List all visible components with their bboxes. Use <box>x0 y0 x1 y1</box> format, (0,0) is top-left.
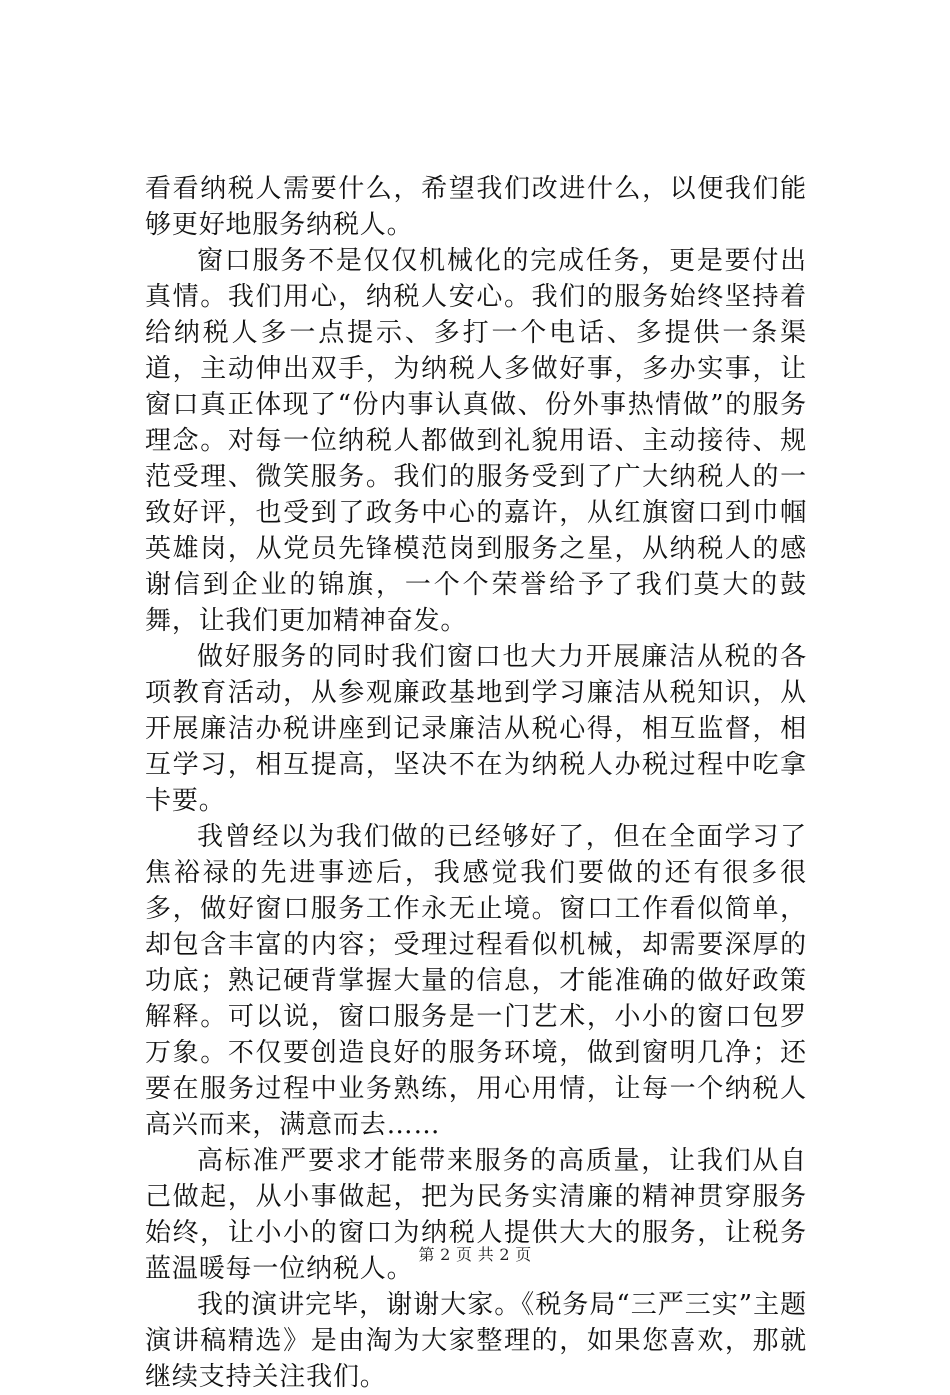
paragraph-window-service: 窗口服务不是仅仅机械化的完成任务，更是要付出真情。我们用心，纳税人安心。我们的服务始终坚持着给纳税人多一点提示、多打一个电话、多提供一条渠道，主动伸出双手，为纳税人多做好事，多办实事，让窗口真正体现了“份内事认真做、份外事热情做”的服务理念。对每一位纳税人都做到礼貌用语、主动接待、规范受理、微笑服务。我们的服务受到了广大纳税人的一致好评，也受到了政务中心的嘉许，从红旗窗口到巾帼英雄岗，从党员先锋模范岗到服务之星，从纳税人的感谢信到企业的锦旗，一个个荣誉给予了我们莫大的鼓舞，让我们更加精神奋发。 <box>145 246 807 636</box>
paragraph-continuation: 看看纳税人需要什么，希望我们改进什么，以便我们能够更好地服务纳税人。 <box>145 174 807 240</box>
paragraph-high-standards: 高标准严要求才能带来服务的高质量，让我们从自己做起，从小事做起，把为民务实清廉的精神贯穿服务始终，让小小的窗口为纳税人提供大大的服务，让税务蓝温暖每一位纳税人。 <box>145 1146 807 1284</box>
paragraph-closing: 我的演讲完毕，谢谢大家。《税务局“三严三实”主题演讲稿精选》是由淘为大家整理的，如果您喜欢，那就继续支持关注我们。 <box>145 1290 808 1392</box>
document-body <box>145 171 807 1395</box>
paragraph-integrity-education: 做好服务的同时我们窗口也大力开展廉洁从税的各项教育活动，从参观廉政基地到学习廉洁从税知识，从开展廉洁办税讲座到记录廉洁从税心得，相互监督，相互学习，相互提高，坚决不在为纳税人办税过程中吃拿卡要。 <box>145 642 807 816</box>
paragraph-jiao-yulu-reflection: 我曾经以为我们做的已经够好了，但在全面学习了焦裕禄的先进事迹后，我感觉我们要做的还有很多很多，做好窗口服务工作永无止境。窗口工作看似简单，却包含丰富的内容；受理过程看似机械，却需要深厚的功底；熟记硬背掌握大量的信息，才能准确的做好政策解释。可以说，窗口服务是一门艺术，小小的窗口包罗万象。不仅要创造良好的服务环境，做到窗明几净；还要在服务过程中业务熟练，用心用情，让每一个纳税人高兴而来，满意而去…… <box>145 822 807 1140</box>
page-footer: 第 2 页 共 2 页 <box>418 1245 532 1264</box>
